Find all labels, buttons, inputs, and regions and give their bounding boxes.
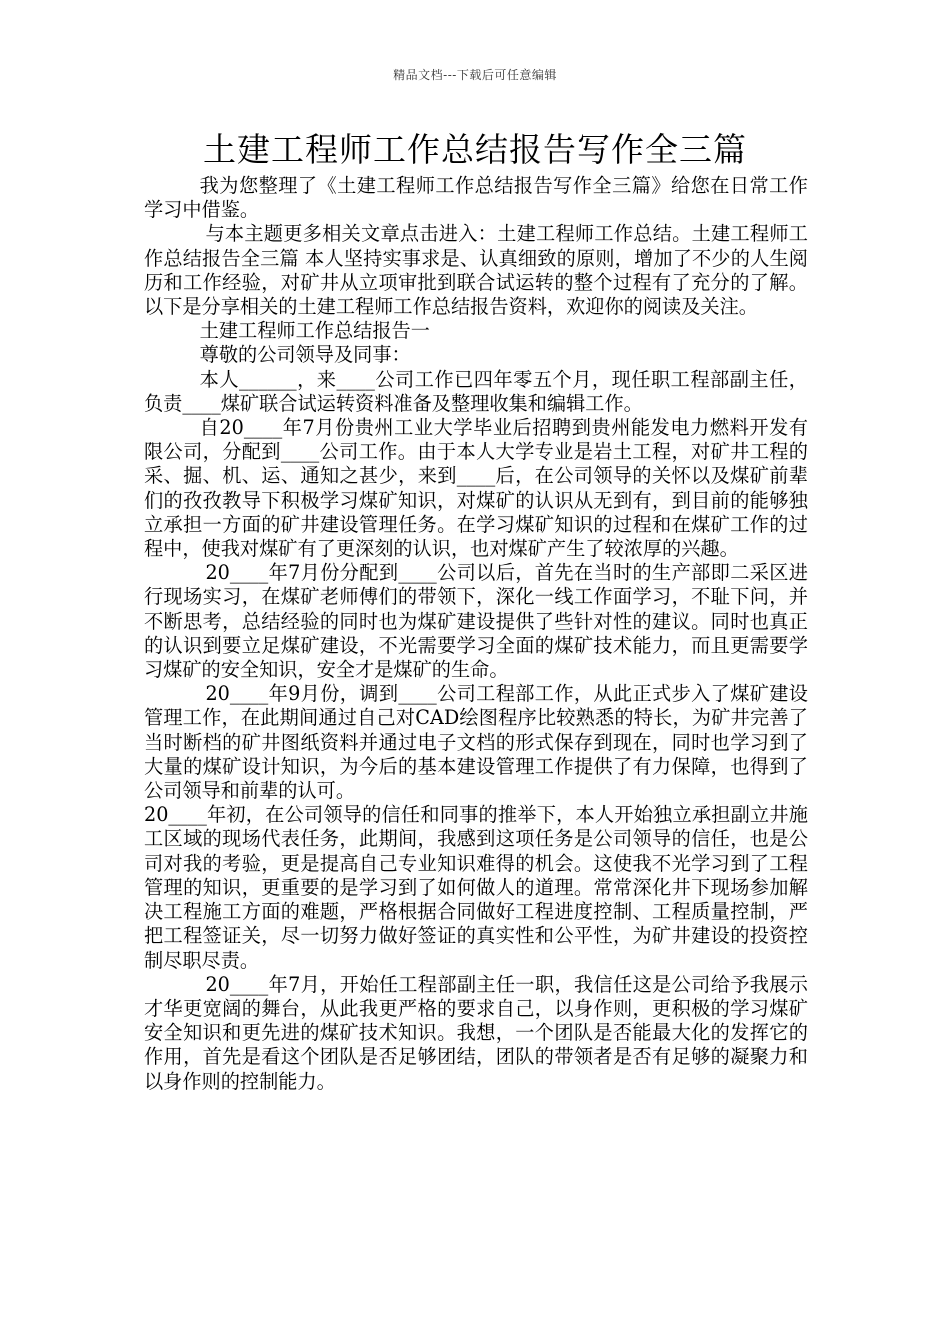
paragraph-body: 20____年7月，开始任工程部副主任一职，我信任这是公司给予我展示才华更宽阔的舞台，从此我更严格的要求自己，以身作则，更积极的学习煤矿安全知识和更先进的煤矿技术知识。我想，一个团队是否能最大化的发挥它的作用，首先是看这个团队是否足够团结，团队的带领者是否有足够的凝聚力和以身作则的控制能力。 [144,972,808,1093]
paragraph-body: 20____年初，在公司领导的信任和同事的推举下，本人开始独立承担副立井施工区域的现场代表任务，此期间，我感到这项任务是公司领导的信任，也是公司对我的考验，更是提高自己专业知识难得的机会。这使我不光学习到了工程管理的知识，更重要的是学习到了如何做人的道理。常常深化井下现场参加解决工程施工方面的难题，严格根据合同做好工程进度控制、工程质量控制，严把工程签证关，尽一切努力做好签证的真实性和公平性，为矿井建设的投资控制尽职尽责。 [144,803,808,972]
paragraph-salutation: 尊敬的公司领导及同事： [199,343,411,367]
paragraph-body: 20____年7月份分配到____公司以后，首先在当时的生产部即二采区进行现场实习，在煤矿老师傅们的带领下，深化一线工作面学习，不耻下问，并不断思考，总结经验的同时也为煤矿建设提供了些针对性的建议。同时也真正的认识到要立足煤矿建设，不光需要学习全面的煤矿技术能力，而且更需要学习煤矿的安全知识，安全才是煤矿的生命。 [144,561,808,682]
section-heading: 土建工程师工作总结报告一 [199,319,430,343]
document-body [144,174,808,1094]
paragraph-body: 自20____年7月份贵州工业大学毕业后招聘到贵州能发电力燃料开发有限公司，分配到____公司工作。由于本人大学专业是岩土工程，对矿井工程的采、掘、机、运、通知之甚少，来到____后，在公司领导的关怀以及煤矿前辈们的孜孜教导下积极学习煤矿知识，对煤矿的认识从无到有，到目前的能够独立承担一方面的矿井建设管理任务。在学习煤矿知识的过程和在煤矿工作的过程中，使我对煤矿有了更深刻的认识，也对煤矿产生了较浓厚的兴趣。 [144,416,808,561]
paragraph-intro: 我为您整理了《土建工程师工作总结报告写作全三篇》给您在日常工作学习中借鉴。 [144,174,808,222]
document-title: 土建工程师工作总结报告写作全三篇 [203,130,747,169]
header-note: 精品文档---下载后可任意编辑 [393,68,557,82]
paragraph-body: 20____年9月份，调到____公司工程部工作，从此正式步入了煤矿建设管理工作，在此期间通过自己对CAD绘图程序比较熟悉的特长，为矿井完善了当时断档的矿井图纸资料并通过电子文档的形式保存到现在，同时也学习到了大量的煤矿设计知识，为今后的基本建设管理工作提供了有力保障，也得到了公司领导和前辈的认可。 [144,682,808,803]
paragraph-body: 本人______，来____公司工作已四年零五个月，现任职工程部副主任，负责____煤矿联合试运转资料准备及整理收集和编辑工作。 [144,367,808,415]
paragraph-related-link: 与本主题更多相关文章点击进入：土建工程师工作总结。土建工程师工作总结报告全三篇 本人坚持实事求是、认真细致的原则，增加了不少的人生阅历和工作经验，对矿井从立项审批到联合试运转的整个过程有了充分的了解。以下是分享相关的土建工程师工作总结报告资料，欢迎你的阅读及关注。 [144,222,808,319]
